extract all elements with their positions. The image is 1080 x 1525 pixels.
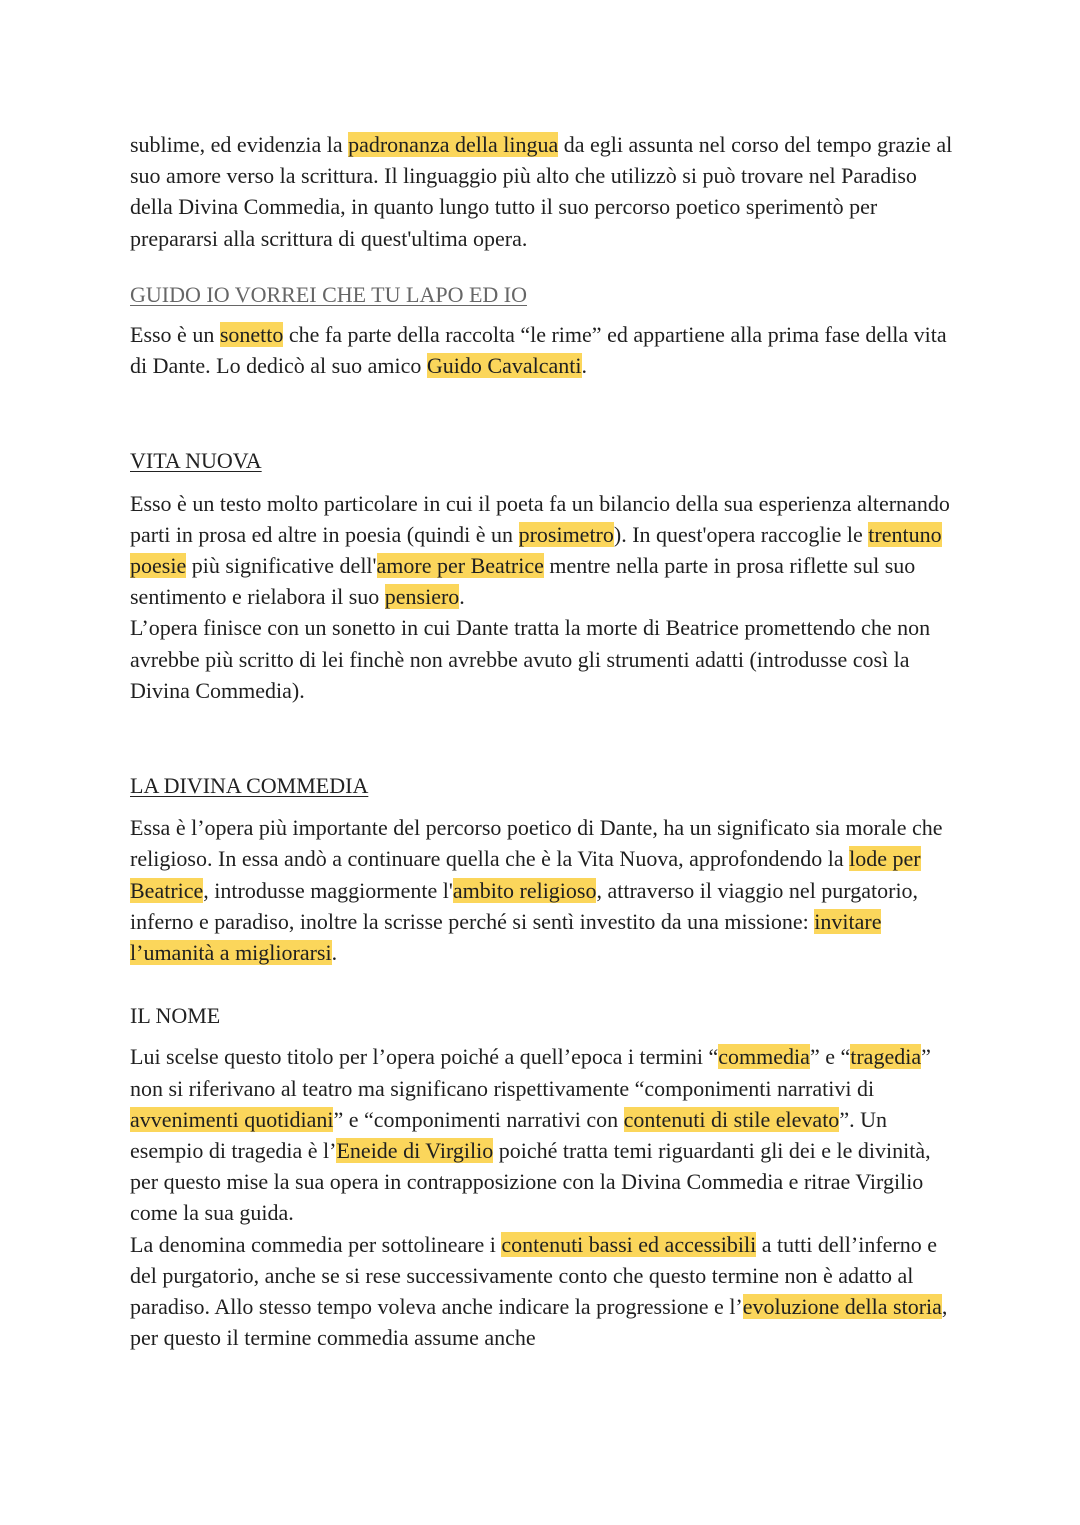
highlight: contenuti bassi ed accessibili bbox=[501, 1231, 757, 1257]
text-run: mentre nella parte in prosa riflette sul suo sentimento e rielabora il suo bbox=[130, 553, 916, 610]
highlight: lode per Beatrice bbox=[130, 846, 921, 903]
highlight: prosimetro bbox=[518, 521, 614, 547]
text-run: , attraverso il viaggio nel purgatorio, inferno e paradiso, inoltre la scrisse perché si sentì investito da una missione: bbox=[130, 877, 919, 934]
highlight: contenuti di stile elevato bbox=[623, 1106, 840, 1132]
intro-paragraph bbox=[130, 129, 960, 254]
highlight: commedia bbox=[718, 1044, 810, 1070]
highlight: padronanza della lingua bbox=[348, 132, 559, 157]
text-run: Esso è un bbox=[130, 322, 220, 348]
text-run: che fa parte della raccolta “le rime” ed appartiene alla prima fase della vita di Dante. Lo dedicò al suo amico bbox=[130, 322, 947, 379]
text-run: ). In quest'opera raccoglie le bbox=[613, 521, 869, 547]
text-run: ” e “ bbox=[809, 1044, 851, 1070]
section-heading-il-nome: IL NOME bbox=[130, 1003, 221, 1029]
text-run: ”. Un esempio di tragedia è l’ bbox=[130, 1106, 887, 1164]
highlight: evoluzione della storia bbox=[742, 1294, 942, 1320]
text-run: più significative dell' bbox=[186, 553, 377, 579]
text-run: , introdusse maggiormente l' bbox=[203, 877, 453, 903]
text-run: Lui scelse questo titolo per l’opera poiché a quell’epoca i termini “ bbox=[130, 1044, 719, 1070]
text-run: sublime, ed evidenzia la bbox=[130, 132, 349, 157]
highlight: invitare l’umanità a migliorarsi bbox=[130, 908, 882, 966]
text-run: a tutti dell’inferno e del purgatorio, anche se si rese successivamente conto che questo termine non è adatto al paradiso. Allo stesso tempo voleva anche indicare la progressione e l’ bbox=[130, 1231, 938, 1320]
guido-paragraph bbox=[130, 319, 960, 381]
text-run: Essa è l’opera più importante del percorso poetico di Dante, ha un significato sia morale che religioso. In essa andò a continuare quella che è la Vita Nuova, approfondendo la bbox=[130, 815, 943, 872]
highlight: amore per Beatrice bbox=[376, 553, 544, 579]
text-run: , per questo il termine commedia assume anche bbox=[130, 1294, 948, 1351]
highlight: pensiero bbox=[384, 584, 460, 610]
highlight: trentuno poesie bbox=[130, 521, 942, 579]
nome-paragraph-2 bbox=[130, 1229, 960, 1354]
nome-paragraph-1 bbox=[130, 1041, 960, 1228]
section-heading-vita-nuova: VITA NUOVA bbox=[130, 448, 262, 474]
section-heading-guido[interactable]: GUIDO IO VORREI CHE TU LAPO ED IO bbox=[130, 281, 527, 307]
highlight: ambito religioso bbox=[452, 877, 597, 903]
text-run: . bbox=[331, 940, 338, 966]
section-heading-divina-commedia: LA DIVINA COMMEDIA bbox=[130, 773, 369, 799]
text-run: Esso è un testo molto particolare in cui il poeta fa un bilancio della sua esperienza alternando parti in prosa ed altre in poesia (quindi è un bbox=[130, 490, 950, 547]
vita-paragraph-1 bbox=[130, 488, 960, 613]
vita-paragraph-2: L’opera finisce con un sonetto in cui Dante tratta la morte di Beatrice promettendo che non avrebbe più scritto di lei finchè non avrebbe avuto gli strumenti adatti (introdusse così la Divina Commedia). bbox=[130, 615, 931, 703]
text-run: La denomina commedia per sottolineare i bbox=[130, 1231, 502, 1257]
highlight: Eneide di Virgilio bbox=[336, 1138, 494, 1164]
text-run: poiché tratta temi riguardanti gli dei e le divinità, per questo mise la sua opera in contrapposizione con la Divina Commedia e ritrae Virgilio come la sua guida. bbox=[130, 1138, 931, 1226]
highlight: tragedia bbox=[850, 1044, 922, 1070]
text-run: . bbox=[459, 584, 465, 610]
divina-paragraph bbox=[130, 812, 960, 968]
text-run: ” non si riferivano al teatro ma significano rispettivamente “componimenti narrativi di bbox=[130, 1044, 931, 1101]
highlight: sonetto bbox=[219, 322, 284, 348]
highlight: avvenimenti quotidiani bbox=[130, 1106, 334, 1132]
text-run: . bbox=[581, 353, 587, 379]
highlight: Guido Cavalcanti bbox=[426, 353, 582, 379]
text-run: ” e “componimenti narrativi con bbox=[333, 1106, 624, 1132]
document-page bbox=[130, 129, 960, 1354]
text-run: da egli assunta nel corso del tempo grazie al suo amore verso la scrittura. Il linguaggio più alto che utilizzò si può trovare nel Paradiso della Divina Commedia, in quanto lungo tutto il suo percorso poetico sperimentò per prepararsi alla scrittura di quest'ultima opera. bbox=[130, 132, 953, 251]
